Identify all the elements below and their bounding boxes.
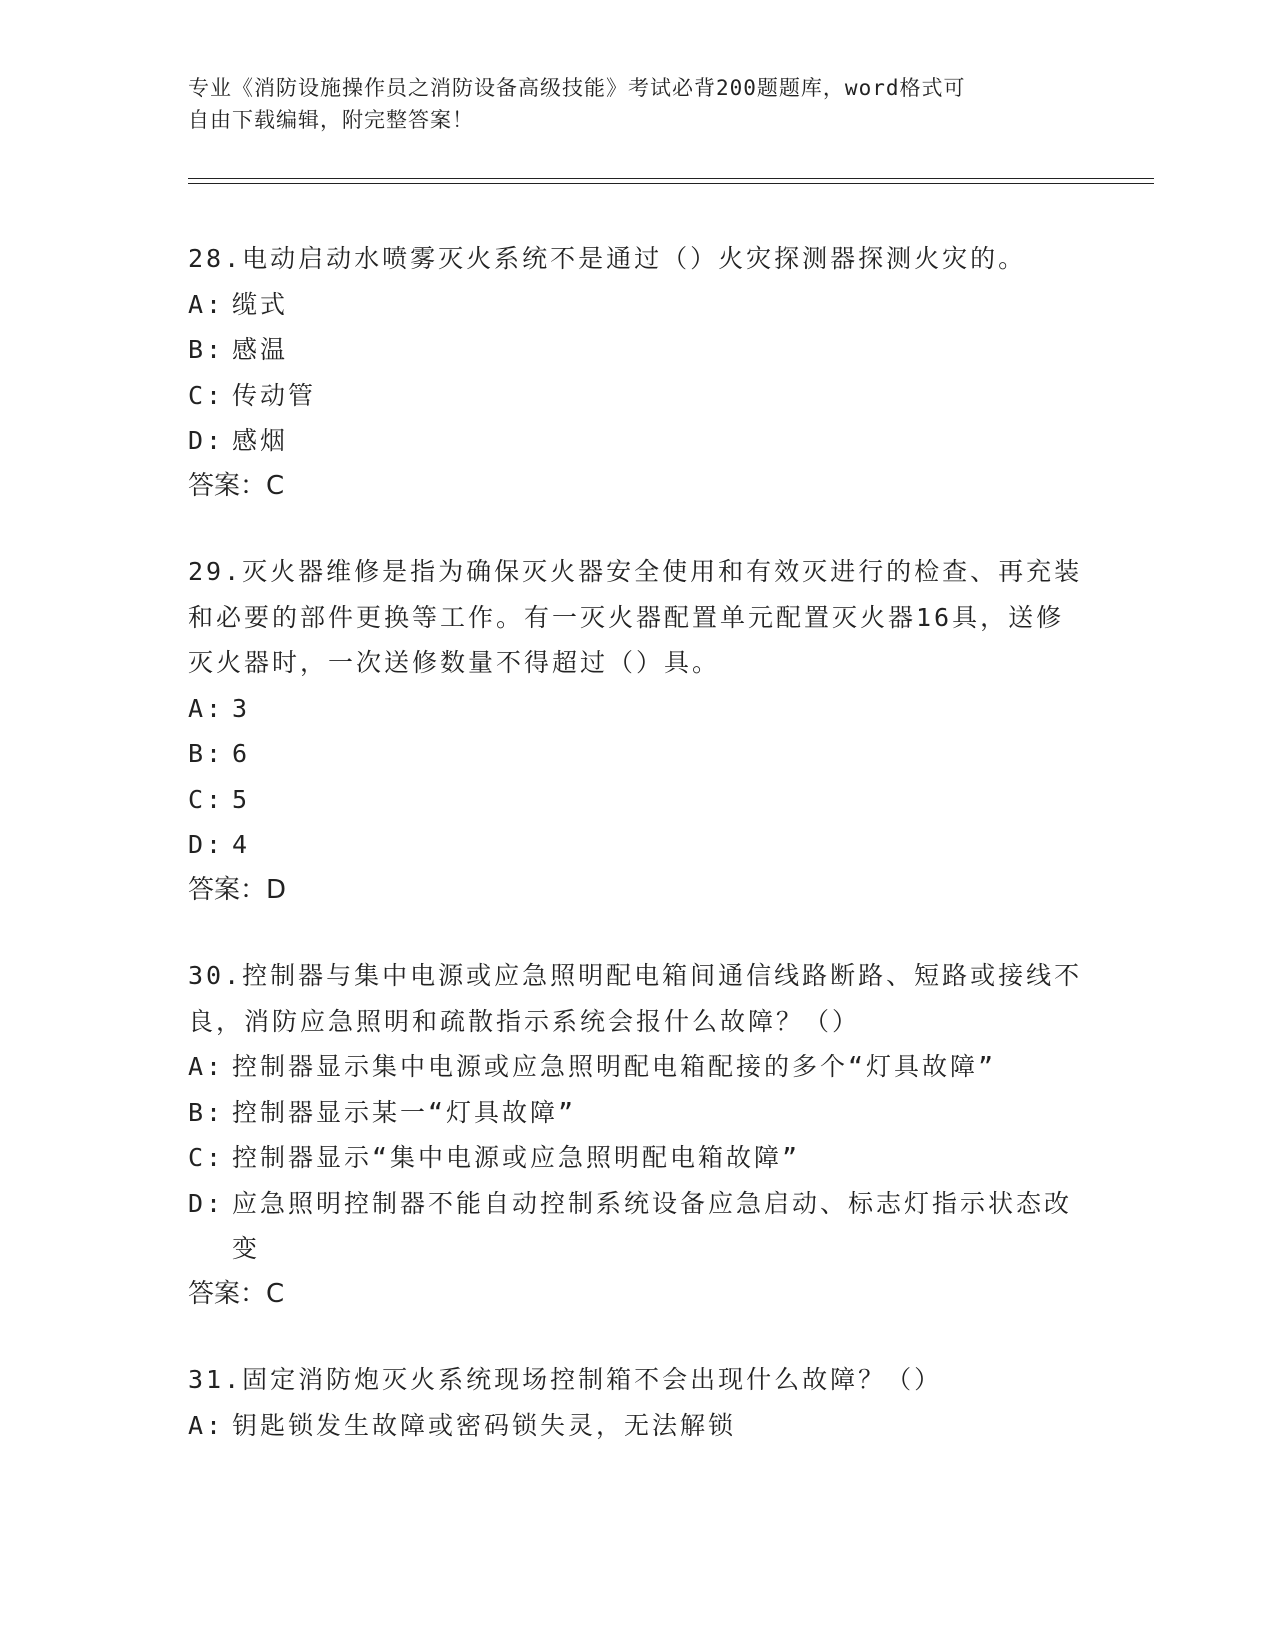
option-key: D: — [188, 830, 225, 859]
option-a — [188, 1044, 1088, 1090]
option-b — [188, 327, 1088, 373]
option-a — [188, 1403, 1088, 1449]
question-stem: 28.电动启动水喷雾灭火系统不是通过（）火灾探测器探测火灾的。 — [188, 244, 1027, 273]
option-text: 感温 — [232, 335, 289, 364]
question-stem: 29.灭火器维修是指为确保灭火器安全使用和有效灭进行的检查、再充装和必要的部件更换等工作。有一灭火器配置单元配置灭火器16具，送修灭火器时，一次送修数量不得超过（）具。 — [188, 557, 1083, 677]
option-b — [188, 1090, 1088, 1136]
question-29 — [188, 549, 1088, 913]
document-header — [188, 72, 1088, 136]
option-text: 控制器显示集中电源或应急照明配电箱配接的多个“灯具故障” — [232, 1052, 997, 1081]
question-stem: 30.控制器与集中电源或应急照明配电箱间通信线路断路、短路或接线不良，消防应急照明和疏散指示系统会报什么故障？（） — [188, 961, 1083, 1036]
option-text: 5 — [232, 784, 251, 814]
option-text: 4 — [232, 830, 251, 859]
option-key: D: — [188, 426, 225, 455]
answer-line: 答案：C — [188, 1278, 285, 1309]
option-key: D: — [188, 1188, 225, 1218]
option-d — [188, 418, 1088, 464]
option-c — [188, 777, 1088, 823]
option-key: C: — [188, 784, 225, 814]
header-line-1: 专业《消防设施操作员之消防设备高级技能》考试必背200题题库，word格式可 — [188, 76, 966, 100]
option-text: 应急照明控制器不能自动控制系统设备应急启动、标志灯指示状态改变 — [232, 1188, 1073, 1263]
question-stem: 31.固定消防炮灭火系统现场控制箱不会出现什么故障？（） — [188, 1365, 943, 1394]
option-key: B: — [188, 739, 225, 768]
option-key: C: — [188, 1143, 225, 1172]
answer-line: 答案：D — [188, 874, 287, 905]
header-divider-bottom — [188, 183, 1154, 184]
option-text: 控制器显示某一“灯具故障” — [232, 1097, 577, 1127]
option-key: A: — [188, 289, 225, 319]
header-divider-top — [188, 178, 1154, 179]
answer-line: 答案：C — [188, 470, 285, 501]
header-line-2: 自由下载编辑，附完整答案！ — [188, 108, 474, 132]
option-key: C: — [188, 380, 225, 410]
option-c — [188, 373, 1088, 419]
option-text: 感烟 — [232, 426, 289, 455]
option-key: B: — [188, 335, 225, 364]
option-key: A: — [188, 1052, 225, 1081]
question-list — [188, 236, 1088, 1488]
question-30 — [188, 953, 1088, 1317]
option-key: B: — [188, 1097, 225, 1127]
option-d — [188, 1181, 1088, 1272]
option-a — [188, 282, 1088, 328]
option-b — [188, 731, 1088, 777]
option-text: 缆式 — [232, 289, 289, 319]
option-text: 钥匙锁发生故障或密码锁失灵，无法解锁 — [232, 1410, 737, 1440]
option-d — [188, 822, 1088, 868]
question-31 — [188, 1357, 1088, 1448]
question-28 — [188, 236, 1088, 509]
option-text: 6 — [232, 739, 251, 768]
option-c — [188, 1135, 1088, 1181]
option-key: A: — [188, 1410, 225, 1440]
option-key: A: — [188, 693, 225, 723]
option-a — [188, 686, 1088, 732]
option-text: 3 — [232, 693, 251, 723]
option-text: 传动管 — [232, 380, 317, 410]
option-text: 控制器显示“集中电源或应急照明配电箱故障” — [232, 1143, 801, 1172]
